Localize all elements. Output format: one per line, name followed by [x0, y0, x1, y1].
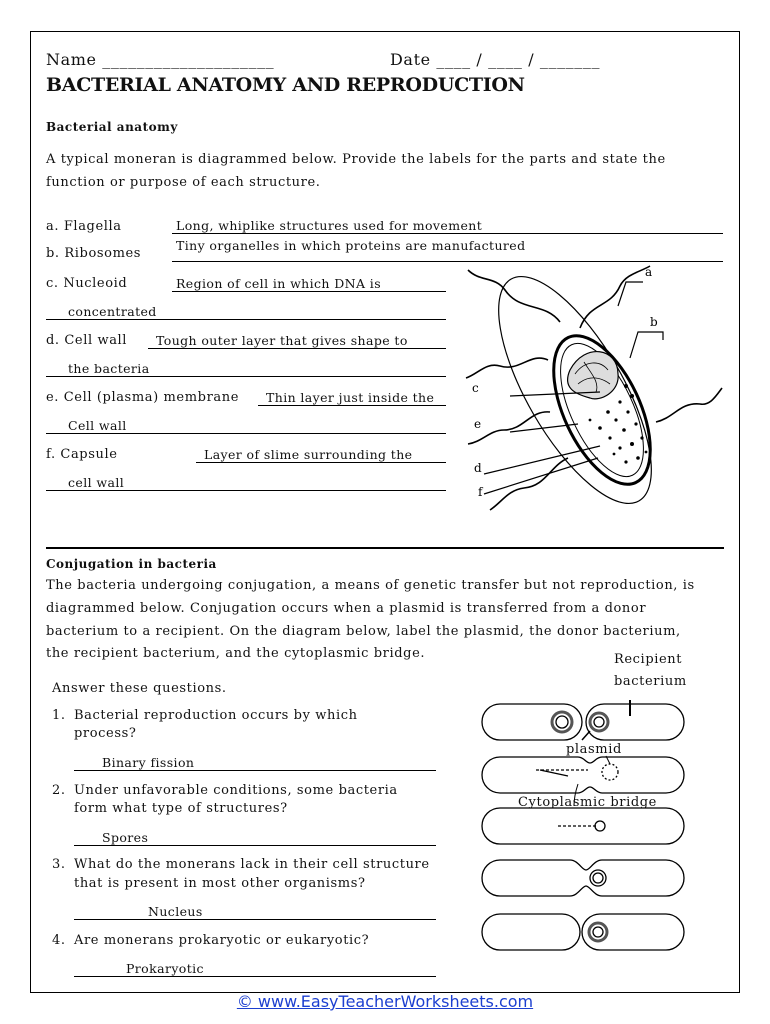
diagram-label-a: a	[645, 265, 653, 279]
item-answer-c-cont: concentrated	[68, 304, 157, 319]
footer-link[interactable]: © www.EasyTeacherWorksheets.com	[236, 992, 534, 1011]
recipient-bacterium-final	[582, 914, 684, 950]
question-1-line-2: process?	[74, 726, 137, 741]
answer-line	[46, 433, 446, 434]
diagram-label-e: e	[474, 417, 482, 431]
question-1-number: 1.	[52, 708, 66, 723]
anatomy-intro-line-2: function or purpose of each structure.	[46, 175, 321, 190]
conjugation-para-line-3: bacterium to a recipient. On the diagram below, label the plasmid, the donor bacterium,	[46, 624, 681, 639]
page-title: BACTERIAL ANATOMY AND REPRODUCTION	[46, 74, 525, 96]
diagram-label-f: f	[478, 485, 483, 499]
answer-line	[74, 845, 436, 846]
item-answer-e: Thin layer just inside the	[266, 390, 435, 405]
item-label-a: a. Flagella	[46, 219, 122, 234]
answer-line	[74, 919, 436, 920]
answer-line	[46, 376, 446, 377]
answer-line	[148, 348, 446, 349]
item-answer-a: Long, whiplike structures used for movement	[176, 218, 483, 233]
diagram-label-d: d	[474, 461, 482, 475]
section-divider	[46, 547, 724, 549]
cytoplasmic-bridge-stage-2	[482, 757, 684, 793]
anatomy-heading: Bacterial anatomy	[46, 120, 178, 134]
item-label-d: d. Cell wall	[46, 333, 128, 348]
answer-line	[258, 405, 446, 406]
conjugation-para-line-2: diagrammed below. Conjugation occurs when a plasmid is transferred from a donor	[46, 601, 647, 616]
bacterium-diagram	[450, 262, 725, 522]
question-3-number: 3.	[52, 857, 66, 872]
answer-line	[172, 233, 723, 234]
recipient-label-line-2: bacterium	[614, 674, 687, 689]
item-label-b: b. Ribosomes	[46, 246, 142, 261]
answer-line	[74, 770, 436, 771]
item-answer-e-cont: Cell wall	[68, 418, 127, 433]
separating-cells-stage-4	[482, 860, 684, 896]
answer-line	[172, 291, 446, 292]
plasmid-label: plasmid	[566, 742, 622, 757]
recipient-bacterium	[586, 704, 684, 740]
item-answer-d: Tough outer layer that gives shape to	[156, 333, 408, 348]
answer-prompt: Answer these questions.	[52, 681, 227, 696]
question-4-answer: Prokaryotic	[126, 961, 204, 976]
item-answer-d-cont: the bacteria	[68, 361, 150, 376]
question-3-answer: Nucleus	[148, 904, 203, 919]
question-1-line-1: Bacterial reproduction occurs by which	[74, 708, 358, 723]
diagram-label-c: c	[472, 381, 479, 395]
donor-bacterium-final	[482, 914, 580, 950]
answer-line	[74, 976, 436, 977]
item-label-c: c. Nucleoid	[46, 276, 128, 291]
answer-line	[46, 490, 446, 491]
diagram-label-b: b	[650, 315, 658, 329]
item-answer-b: Tiny organelles in which proteins are manufactured	[176, 238, 526, 253]
item-label-f: f. Capsule	[46, 447, 118, 462]
cytoplasmic-bridge-label: Cytoplasmic bridge	[518, 795, 657, 810]
donor-bacterium	[482, 704, 582, 740]
item-label-e: e. Cell (plasma) membrane	[46, 390, 240, 405]
item-answer-f: Layer of slime surrounding the	[204, 447, 413, 462]
item-answer-f-cont: cell wall	[68, 475, 125, 490]
question-3-line-1: What do the monerans lack in their cell structure	[74, 857, 430, 872]
question-2-line-1: Under unfavorable conditions, some bacteria	[74, 783, 398, 798]
item-answer-c: Region of cell in which DNA is	[176, 276, 382, 291]
anatomy-intro-line-1: A typical moneran is diagrammed below. Provide the labels for the parts and state the	[46, 152, 666, 167]
conjugation-diagram	[478, 700, 688, 960]
question-3-line-2: that is present in most other organisms?	[74, 876, 366, 891]
question-2-answer: Spores	[102, 830, 149, 845]
recipient-label-line-1: Recipient	[614, 652, 683, 667]
question-4-number: 4.	[52, 933, 66, 948]
question-4-line-1: Are monerans prokaryotic or eukaryotic?	[74, 933, 370, 948]
conjugation-para-line-1: The bacteria undergoing conjugation, a means of genetic transfer but not reproduction, is	[46, 578, 695, 593]
name-field-label: Name ____________________	[46, 50, 275, 69]
date-field-label: Date ____ / ____ / _______	[390, 50, 601, 69]
question-2-line-2: form what type of structures?	[74, 801, 288, 816]
question-2-number: 2.	[52, 783, 66, 798]
conjugation-heading: Conjugation in bacteria	[46, 557, 217, 571]
answer-line	[46, 319, 446, 320]
conjugation-para-line-4: the recipient bacterium, and the cytoplasmic bridge.	[46, 646, 426, 661]
answer-line	[196, 462, 446, 463]
question-1-answer: Binary fission	[102, 755, 195, 770]
